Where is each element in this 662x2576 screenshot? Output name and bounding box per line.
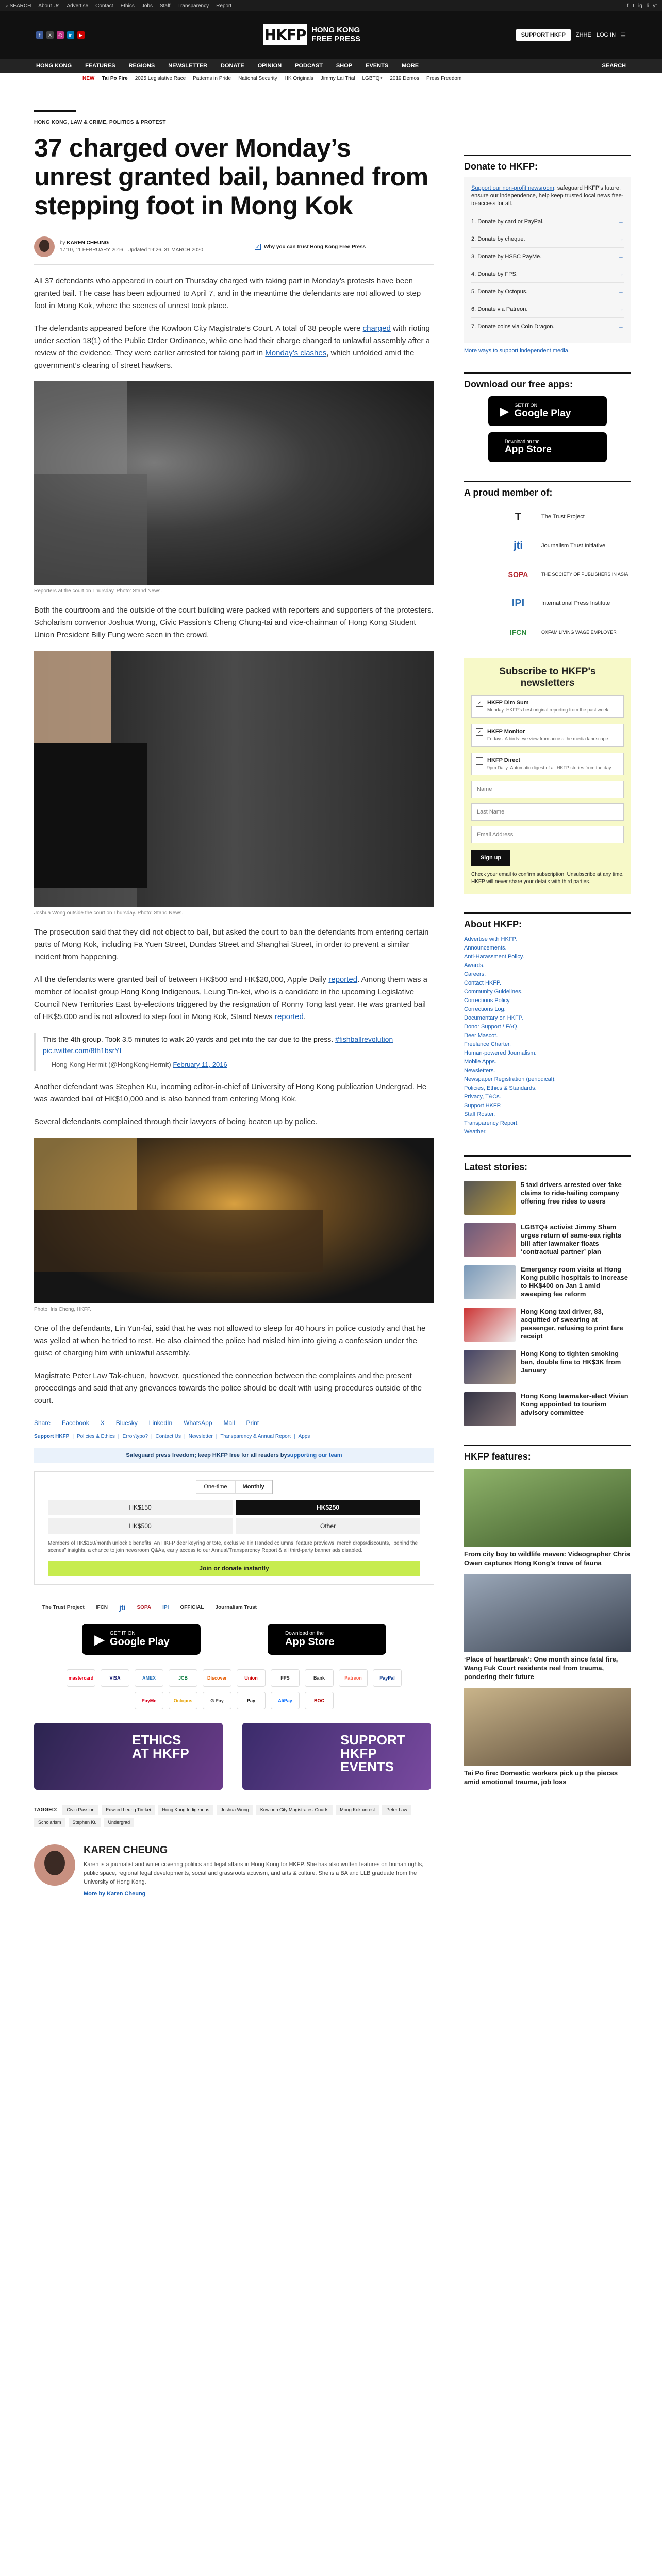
app-store-button[interactable]: Download on the App Store xyxy=(268,1624,386,1655)
story-thumbnail xyxy=(464,1223,516,1257)
promo-banners xyxy=(34,1723,434,1790)
facebook-icon[interactable]: f xyxy=(627,3,629,9)
discover-icon: Discover xyxy=(203,1669,231,1687)
nav-item[interactable]: NEWSLETTER xyxy=(168,63,208,69)
share-bluesky[interactable]: Bluesky xyxy=(115,1419,138,1427)
more-by-author-link[interactable]: More by Karen Cheung xyxy=(84,1891,146,1897)
nav-item[interactable]: EVENTS xyxy=(366,63,389,69)
checkbox-checked[interactable]: ✓ xyxy=(476,728,483,736)
joshua-wong-photo xyxy=(34,651,434,907)
tag[interactable]: Hong Kong Indigenous xyxy=(158,1805,213,1815)
member-item[interactable]: IFCN OXFAM LIVING WAGE EMPLOYER xyxy=(509,628,617,636)
safeguard-banner: Safeguard press freedom; keep HKFP free for all readers by supporting our team xyxy=(34,1448,434,1463)
byline: by KAREN CHEUNG 17:10, 11 FEBRUARY 2016 Updated 19:26, 31 MARCH 2020 ✓ Why you can trust Hong Kong Free Press xyxy=(34,236,434,257)
unrest-night-photo xyxy=(34,1138,434,1303)
x-icon[interactable]: t xyxy=(633,3,634,9)
tag[interactable]: Civic Passion xyxy=(62,1805,98,1815)
arrow-icon: → xyxy=(618,323,624,330)
inline-link[interactable]: reported xyxy=(328,975,358,984)
tweet-date-link[interactable]: February 11, 2016 xyxy=(173,1061,227,1069)
donate-option[interactable]: 3. Donate by HSBC PayMe. → xyxy=(471,248,624,265)
story-thumbnail xyxy=(464,1350,516,1384)
x-icon[interactable]: X xyxy=(46,31,54,39)
latest-heading: Latest stories: xyxy=(464,1155,631,1173)
arrow-icon: → xyxy=(618,288,624,295)
official-logo[interactable]: OFFICIAL xyxy=(180,1604,204,1611)
arrow-icon: → xyxy=(618,235,624,242)
instagram-icon[interactable]: ig xyxy=(638,3,642,9)
about-link[interactable]: Announcements. xyxy=(464,945,507,951)
about-link[interactable]: Documentary on HKFP. xyxy=(464,1015,523,1021)
new-badge: NEW xyxy=(82,76,95,81)
story-item[interactable]: Hong Kong lawmaker-elect Vivian Kong appointed to tourism advisory committee xyxy=(464,1392,631,1426)
octopus-icon: Octopus xyxy=(169,1692,197,1709)
arrow-icon: → xyxy=(618,270,624,277)
feature-image xyxy=(464,1574,631,1652)
linkedin-icon[interactable]: li xyxy=(646,3,649,9)
logo-text: HONG KONG FREE PRESS xyxy=(311,26,361,43)
footer-link[interactable]: Newsletter xyxy=(188,1434,213,1439)
share-label: Share xyxy=(34,1419,51,1427)
footer-link[interactable]: Contact Us xyxy=(155,1434,181,1439)
ipi-logo[interactable]: IPI xyxy=(162,1604,169,1611)
first-name-input[interactable]: Name xyxy=(471,781,624,798)
about-links xyxy=(464,935,631,1137)
tab-one-time[interactable]: One-time xyxy=(196,1480,235,1494)
tag[interactable]: Undergrad xyxy=(104,1818,135,1827)
member-item[interactable]: SOPA THE SOCIETY OF PUBLISHERS IN ASIA xyxy=(508,570,628,579)
top-bar xyxy=(0,0,662,11)
article-categories[interactable]: HONG KONG, LAW & CRIME, POLITICS & PROTEST xyxy=(34,120,166,125)
payme-icon: PayMe xyxy=(135,1692,163,1709)
trending-bar xyxy=(0,73,662,84)
sidebar xyxy=(464,84,631,1786)
support-button[interactable]: SUPPORT HKFP xyxy=(516,29,571,41)
about-link[interactable]: Weather. xyxy=(464,1129,487,1135)
share-facebook[interactable]: Facebook xyxy=(62,1419,89,1427)
google-play-button[interactable]: ▶ GET IT ON Google Play xyxy=(82,1624,201,1655)
story-item[interactable]: Emergency room visits at Hong Kong public hospitals to increase to HK$400 on Jan 1 amid sweeping fee reform xyxy=(464,1265,631,1299)
author-name[interactable]: KAREN CHEUNG xyxy=(84,1844,168,1856)
story-thumbnail xyxy=(464,1392,516,1426)
amount-option[interactable]: HK$150 xyxy=(48,1500,233,1515)
member-benefits: Members of HK$150/month unlock 6 benefits: An HKFP deer keyring or tote, exclusive Tin Handed columns, feature previews, merch drops/discounts, "behind the scenes" insights, a chance to join newsroom Q&As, early access to our Annual/Transparency Report & all third-party banner ads disabled. xyxy=(48,1540,418,1553)
footer-link[interactable]: Apps xyxy=(298,1434,310,1439)
amount-option-selected[interactable]: HK$250 xyxy=(236,1500,420,1515)
updated-date: Updated 19:26, 31 MARCH 2020 xyxy=(127,247,203,253)
latest-stories xyxy=(464,1181,631,1426)
newsletter-disclaimer: Check your email to confirm subscription. Unsubscribe at any time. HKFP will never share your details with third parties. xyxy=(471,872,624,885)
author-photo[interactable] xyxy=(34,1844,75,1886)
support-team-link[interactable]: supporting our team xyxy=(287,1452,342,1459)
about-link[interactable]: Corrections Policy. xyxy=(464,997,511,1004)
donate-heading: Donate to HKFP: xyxy=(464,155,631,172)
newsletter-option[interactable]: ✓ HKFP Dim Sum Monday: HKFP's best original reporting from the past week. xyxy=(471,695,624,718)
tag[interactable]: Mong Kok unrest xyxy=(336,1805,379,1815)
nav-item[interactable]: REGIONS xyxy=(128,63,155,69)
about-link[interactable]: Privacy, T&Cs. xyxy=(464,1094,501,1100)
fps-icon: FPS xyxy=(271,1669,300,1687)
play-icon: ▶ xyxy=(500,404,509,418)
donate-option[interactable]: 6. Donate via Patreon. → xyxy=(471,300,624,318)
donate-option[interactable]: 1. Donate by card or PayPal. → xyxy=(471,213,624,230)
share-mail[interactable]: Mail xyxy=(223,1419,235,1427)
donate-option[interactable]: 5. Donate by Octopus. → xyxy=(471,283,624,300)
publish-date: 17:10, 11 FEBRUARY 2016 xyxy=(60,247,123,253)
arrow-icon: → xyxy=(618,306,624,312)
tag[interactable]: Stephen Ku xyxy=(69,1818,101,1827)
paragraph: All the defendants were granted bail of between HK$500 and HK$20,000, Apple Daily reported. Among them was a member of localist group Hong Kong Indigenous, Leung Tin-kei, who is a candidate in the upcoming Legislative Council New Territories East by-elections triggered by the resignation of Ronny Tong last year. He was granted bail of HK$5,000 and is not allowed to step foot in Mong Kok, Stand News reported. xyxy=(34,975,428,1021)
feature-stories xyxy=(464,1469,631,1786)
member-item[interactable]: T The Trust Project xyxy=(515,511,585,522)
partner-logos xyxy=(34,1603,434,1612)
footer-link[interactable]: Transparency & Annual Report xyxy=(220,1434,291,1439)
article-title: 37 charged over Monday’s unrest granted bail, banned from stepping foot in Mong Kok xyxy=(34,133,428,220)
mastercard-icon: mastercard xyxy=(67,1669,95,1687)
social-icons xyxy=(36,31,85,39)
arrow-icon: → xyxy=(618,218,624,225)
events-banner[interactable]: SUPPORT HKFP EVENTS xyxy=(242,1723,431,1790)
arrow-icon: → xyxy=(618,253,624,260)
trending-item[interactable]: Patterns in Pride xyxy=(193,76,231,81)
email-input[interactable]: Email Address xyxy=(471,826,624,843)
about-heading: About HKFP: xyxy=(464,912,631,930)
search-link[interactable]: ⌕ SEARCH xyxy=(5,3,31,9)
youtube-icon[interactable]: ▶ xyxy=(77,31,85,39)
tag[interactable]: Kowloon City Magistrates' Courts xyxy=(256,1805,333,1815)
about-link[interactable]: Donor Support / FAQ. xyxy=(464,1024,519,1030)
paragraph: All 37 defendants who appeared in court on Thursday charged with taking part in Monday’s protests have been granted bail. The case has been adjourned to April 7, and in the meantime the defendants are not allowed to step foot in Mong Kok, where the scenes of unrest took place. xyxy=(34,277,421,310)
nav-item[interactable]: FEATURES xyxy=(85,63,115,69)
photo-caption: Reporters at the court on Thursday. Photo: Stand News. xyxy=(34,588,162,594)
paragraph: Several defendants complained through their lawyers of being beaten up by police. xyxy=(34,1117,318,1126)
trending-item[interactable]: 2019 Demos xyxy=(390,76,419,81)
unionpay-icon: Union xyxy=(237,1669,266,1687)
site-header xyxy=(0,11,662,59)
share-linkedin[interactable]: LinkedIn xyxy=(148,1419,173,1427)
patreon-icon: Patreon xyxy=(339,1669,368,1687)
site-logo[interactable] xyxy=(263,24,360,45)
story-thumbnail xyxy=(464,1308,516,1342)
paragraph: Magistrate Peter Law Tak-chuen, however, questioned the connection between the complaints and the present proceedings and said that any grievances towards the police should be dealt with using procedures outside of the court. xyxy=(34,1371,422,1405)
story-item[interactable]: LGBTQ+ activist Jimmy Sham urges return of same-sex rights bill after lawmaker floats ‘contractual partner’ plan xyxy=(464,1223,631,1257)
share-print[interactable]: Print xyxy=(246,1419,259,1427)
last-name-input[interactable]: Last Name xyxy=(471,803,624,821)
topbar-link[interactable]: Transparency xyxy=(177,3,209,9)
trust-link[interactable]: ✓ Why you can trust Hong Kong Free Press xyxy=(255,244,366,250)
amex-icon: AMEX xyxy=(135,1669,163,1687)
member-item[interactable]: IPI International Press Institute xyxy=(511,597,610,609)
author-box xyxy=(34,1844,434,1897)
join-button[interactable]: Join or donate instantly xyxy=(48,1561,420,1576)
language-switch[interactable]: ZHHE xyxy=(575,32,591,38)
sopa-logo[interactable]: SOPA xyxy=(137,1604,152,1611)
trending-item[interactable]: Jimmy Lai Trial xyxy=(320,76,355,81)
topbar-link[interactable]: Advertise xyxy=(67,3,89,9)
article xyxy=(34,84,434,1897)
more-ways-link[interactable]: More ways to support independent media. xyxy=(464,348,570,354)
tags-label: TAGGED: xyxy=(34,1807,58,1813)
tag[interactable]: Scholarism xyxy=(34,1818,65,1827)
facebook-icon[interactable]: f xyxy=(36,31,43,39)
footer-link[interactable]: Policies & Ethics xyxy=(76,1434,115,1439)
about-link[interactable]: Corrections Log. xyxy=(464,1006,506,1012)
youtube-icon[interactable]: yt xyxy=(653,3,657,9)
member-item[interactable]: jti Journalism Trust Initiative xyxy=(514,539,606,551)
story-thumbnail xyxy=(464,1265,516,1299)
trending-item[interactable]: LGBTQ+ xyxy=(362,76,383,81)
app-store-badges xyxy=(34,1624,434,1655)
play-icon: ▶ xyxy=(94,1631,105,1647)
about-link[interactable]: Awards. xyxy=(464,962,485,969)
donate-option[interactable]: 4. Donate by FPS. → xyxy=(471,265,624,283)
inline-link[interactable]: Monday’s clashes xyxy=(265,349,327,358)
menu-icon[interactable]: ☰ xyxy=(621,32,626,39)
features-heading: HKFP features: xyxy=(464,1445,631,1462)
paragraph: One of the defendants, Lin Yun-fai, said that he was not allowed to sleep for 40 hours in police custody and that he was yelled at when he tried to rest. He also claimed the police had misled him into giving a confession under the guise of charging him with unlawful assembly. xyxy=(34,1324,426,1358)
about-link[interactable]: Anti-Harassment Policy. xyxy=(464,954,524,960)
feature-image xyxy=(464,1469,631,1547)
tag[interactable]: Edward Leung Tin-kei xyxy=(102,1805,155,1815)
nav-search[interactable]: SEARCH xyxy=(602,63,626,69)
photo-caption: Joshua Wong outside the court on Thursday. Photo: Stand News. xyxy=(34,910,184,916)
about-link[interactable]: Advertise with HKFP. xyxy=(464,936,517,942)
paragraph: The prosecution said that they did not object to bail, but asked the court to ban the defendants from entering certain parts of Mong Kok, including Fa Yuen Street, Dundas Street and Shanghai Street, in order to prevent a similar incident from happening. xyxy=(34,928,429,961)
search-icon: ⌕ xyxy=(5,3,8,9)
about-link[interactable]: Newsletters. xyxy=(464,1067,495,1074)
newsletter-option[interactable]: ✓ HKFP Monitor Fridays: A birds-eye view from across the media landscape. xyxy=(471,724,624,747)
about-link[interactable]: Staff Roster. xyxy=(464,1111,495,1117)
about-link[interactable]: Freelance Charter. xyxy=(464,1041,511,1047)
trending-item[interactable]: Tai Po Fire xyxy=(102,76,128,81)
jcb-icon: JCB xyxy=(169,1669,197,1687)
footer-links: Support HKFP | Policies & Ethics | Error/typo? | Contact Us | Newsletter | Transparency & Annual Report | Apps xyxy=(34,1434,310,1439)
tweet-link[interactable]: #fishballrevolution pic.twitter.com/8fh1bsrYL xyxy=(43,1035,393,1055)
login-link[interactable]: LOG IN xyxy=(596,32,616,38)
about-link[interactable]: Policies, Ethics & Standards. xyxy=(464,1085,537,1091)
trending-item[interactable]: Press Freedom xyxy=(426,76,462,81)
ethics-banner[interactable]: ETHICS AT HKFP xyxy=(34,1723,223,1790)
app-store-button[interactable]: Download on the App Store xyxy=(488,432,607,462)
nav-item[interactable]: OPINION xyxy=(257,63,282,69)
newsletter-option[interactable]: HKFP Direct 9pm Daily: Automatic digest of all HKFP stories from the day. xyxy=(471,753,624,775)
story-item[interactable]: Hong Kong to tighten smoking ban, double fine to HK$3K from January xyxy=(464,1350,631,1384)
check-icon: ✓ xyxy=(255,244,261,250)
instagram-icon[interactable]: ◎ xyxy=(57,31,64,39)
trending-item[interactable]: 2025 Legislative Race xyxy=(135,76,186,81)
about-link[interactable]: Human-powered Journalism. xyxy=(464,1050,537,1056)
non-profit-link[interactable]: Support our non-profit newsroom xyxy=(471,185,554,191)
author-link[interactable]: KAREN CHEUNG xyxy=(67,240,109,246)
story-item[interactable]: Hong Kong taxi driver, 83, acquitted of swearing at passenger, refusing to print fare receipt xyxy=(464,1308,631,1342)
trust-project-logo[interactable]: The Trust Project xyxy=(42,1604,85,1611)
nav-item[interactable]: HONG KONG xyxy=(36,63,72,69)
nav-item[interactable]: DONATE xyxy=(221,63,244,69)
member-list xyxy=(464,506,631,642)
donate-box: Support our non-profit newsroom: safeguard HKFP's future, ensure our independence, help keep trusted local news free-to-access for all. 1. Donate by card or PayPal. → 2. Donate by cheque. → 3. Donate by HSBC PayMe. → 4. Donate by FPS. → 5. Donate by Octopus. → 6. Donate via Patreon. → 7. Donate coins via Coin Dragon. → xyxy=(464,177,631,343)
signup-button[interactable]: Sign up xyxy=(471,850,510,866)
court-reporters-photo xyxy=(34,381,434,585)
nav-item[interactable]: PODCAST xyxy=(295,63,323,69)
feature-item[interactable]: ‘Place of heartbreak’: One month since fatal fire, Wang Fuk Court residents reel from trauma, pondering their future xyxy=(464,1574,631,1681)
payment-methods xyxy=(34,1669,434,1709)
topbar-link[interactable]: Staff xyxy=(159,3,171,9)
boc-icon: BOC xyxy=(305,1692,334,1709)
checkbox-checked[interactable]: ✓ xyxy=(476,700,483,707)
about-link[interactable]: Newspaper Registration (periodical). xyxy=(464,1076,556,1082)
embedded-tweet: This the 4th group. Took 3.5 minutes to walk 20 yards and get into the car due to the press. #fishballrevolution pic.twitter.com/8fh1bsrYL — Hong Kong Hermit (@HongKongHermit) February 11, 2016 xyxy=(34,1033,434,1071)
feature-item[interactable]: Tai Po fire: Domestic workers pick up the pieces amid emotional trauma, job loss xyxy=(464,1688,631,1786)
newsletter-signup xyxy=(464,658,631,894)
feature-item[interactable]: From city boy to wildlife maven: Videographer Chris Owen captures Hong Kong’s trove of fauna xyxy=(464,1469,631,1567)
inline-link[interactable]: charged xyxy=(362,324,391,333)
newsletter-heading: Subscribe to HKFP's newsletters xyxy=(499,666,596,688)
paragraph: The defendants appeared before the Kowloon City Magistrate’s Court. A total of 38 people were charged with rioting under section 18(1) of the Public Order Ordinance, while one had their charge changed to unlawful assembly after a review of the evidence. They were earlier arrested for taking part in Monday’s clashes, which unfolded amid the government’s clearing of street hawkers. xyxy=(34,324,430,370)
visa-icon: VISA xyxy=(101,1669,129,1687)
paragraph: Another defendant was Stephen Ku, incoming editor-in-chief of University of Hong Kong publication Undergrad. He was awarded bail of HK$10,000 and is also banned from entering Mong Kok. xyxy=(34,1082,427,1104)
topbar-link[interactable]: Contact xyxy=(95,3,113,9)
author-avatar[interactable] xyxy=(34,236,55,257)
paypal-icon: PayPal xyxy=(373,1669,402,1687)
about-link[interactable]: Support HKFP. xyxy=(464,1103,502,1109)
about-link[interactable]: Community Guidelines. xyxy=(464,989,523,995)
about-link[interactable]: Deer Mascot. xyxy=(464,1032,498,1039)
frequency-toggle xyxy=(48,1480,420,1494)
story-thumbnail xyxy=(464,1181,516,1215)
bank-icon: Bank xyxy=(305,1669,334,1687)
linkedin-icon[interactable]: in xyxy=(67,31,74,39)
amount-option-other[interactable]: Other xyxy=(236,1518,420,1534)
trending-item[interactable]: National Security xyxy=(238,76,277,81)
jti-logo[interactable]: jti xyxy=(119,1603,126,1612)
about-link[interactable]: Mobile Apps. xyxy=(464,1059,496,1065)
google-pay-icon: G Pay xyxy=(203,1692,231,1709)
donation-widget xyxy=(34,1471,434,1585)
topbar-link[interactable]: Ethics xyxy=(120,3,135,9)
journalism-trust-logo[interactable]: Journalism Trust xyxy=(215,1604,257,1611)
tag-list xyxy=(34,1805,434,1827)
checkbox[interactable] xyxy=(476,757,483,765)
inline-link[interactable]: reported xyxy=(274,1012,304,1021)
apps-heading: Download our free apps: xyxy=(464,372,631,390)
amount-option[interactable]: HK$500 xyxy=(48,1518,233,1534)
topbar-link[interactable]: About Us xyxy=(38,3,60,9)
photo-caption: Photo: Iris Cheng, HKFP. xyxy=(34,1307,91,1312)
paragraph: Both the courtroom and the outside of the court building were packed with reporters and supporters of the protesters. Scholarism convenor Joshua Wong, Civic Passion’s Cheng Chung-tai and vice-chairman of Hong Kong Student Union President Billy Fung were seen in the crowd. xyxy=(34,606,434,639)
nav-item[interactable]: MORE xyxy=(402,63,419,69)
nav-item[interactable]: SHOP xyxy=(336,63,353,69)
share-whatsapp[interactable]: WhatsApp xyxy=(184,1419,212,1427)
title-rule xyxy=(34,110,76,112)
about-link[interactable]: Careers. xyxy=(464,971,486,977)
logo-mark: HKFP xyxy=(263,24,307,45)
trending-item[interactable]: HK Originals xyxy=(284,76,313,81)
feature-image xyxy=(464,1688,631,1766)
share-bar xyxy=(34,1419,434,1427)
footer-link[interactable]: Support HKFP xyxy=(34,1434,70,1439)
apple-pay-icon: Pay xyxy=(237,1692,266,1709)
main-nav xyxy=(0,59,662,73)
tag[interactable]: Joshua Wong xyxy=(217,1805,253,1815)
tag[interactable]: Peter Law xyxy=(382,1805,411,1815)
ifcn-logo[interactable]: IFCN xyxy=(95,1604,108,1611)
share-x[interactable]: X xyxy=(100,1419,105,1427)
tab-monthly[interactable]: Monthly xyxy=(235,1480,272,1494)
about-link[interactable]: Contact HKFP. xyxy=(464,980,501,986)
topbar-link[interactable]: Jobs xyxy=(141,3,153,9)
alipay-icon: AliPay xyxy=(271,1692,300,1709)
google-play-button[interactable]: ▶ GET IT ON Google Play xyxy=(488,396,607,426)
topbar-link[interactable]: Report xyxy=(216,3,232,9)
story-item[interactable]: 5 taxi drivers arrested over fake claims to ride-hailing company offering free rides to users xyxy=(464,1181,631,1215)
about-link[interactable]: Transparency Report. xyxy=(464,1120,519,1126)
donate-option[interactable]: 2. Donate by cheque. → xyxy=(471,230,624,248)
member-heading: A proud member of: xyxy=(464,481,631,498)
footer-link[interactable]: Error/typo? xyxy=(122,1434,148,1439)
donate-option[interactable]: 7. Donate coins via Coin Dragon. → xyxy=(471,318,624,335)
author-bio: Karen is a journalist and writer covering politics and legal affairs in Hong Kong for HKFP. She has also written features on human rights, public space, regional legal developments, social and grassroots activism, and arts & culture. She is a BA and LLB graduate from the University of Hong Kong. xyxy=(84,1861,424,1885)
